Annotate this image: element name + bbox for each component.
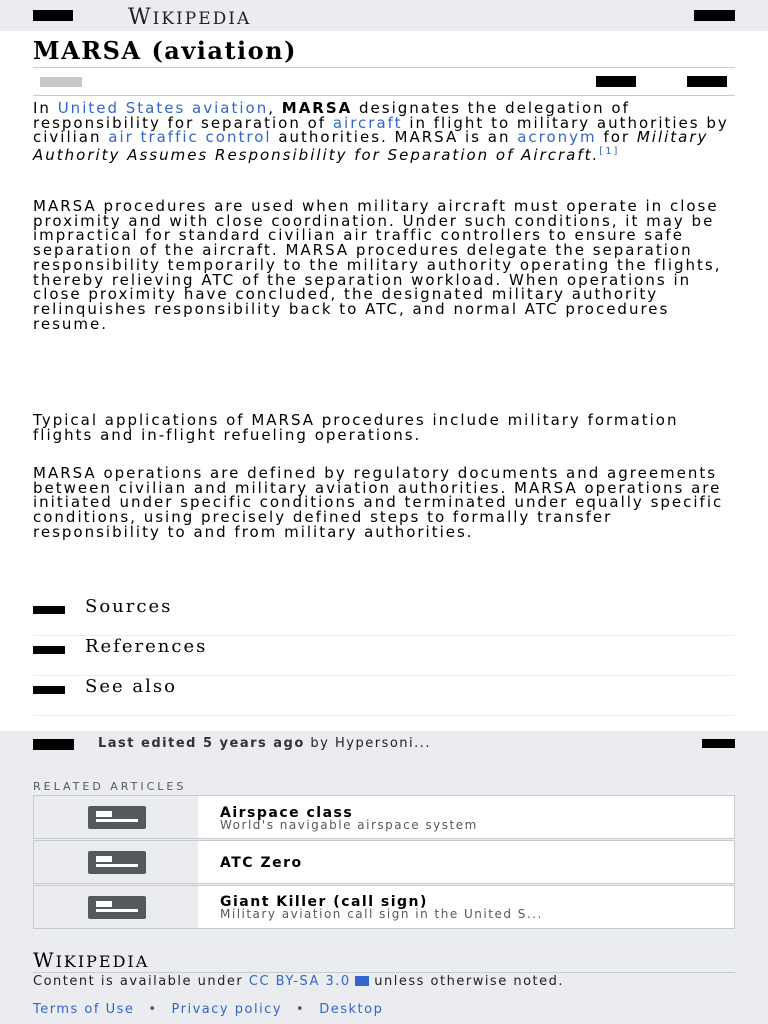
wordmark-initial: W [128, 5, 153, 30]
related-card-airspace-class[interactable] [33, 795, 735, 839]
footer-separator: • [148, 1002, 158, 1017]
section-heading: Sources [85, 596, 173, 617]
article-thumbnail [34, 796, 198, 838]
footer-divider [33, 972, 735, 973]
article-placeholder-icon [88, 896, 146, 919]
paragraph-applications: Typical applications of MARSA procedures include military formation flights and in-flight refueling operations. [33, 411, 679, 444]
related-card-description: World's navigable airspace system [220, 818, 478, 832]
expand-icon [33, 686, 65, 694]
expand-icon [33, 606, 65, 614]
related-articles-heading: RELATED ARTICLES [33, 780, 187, 793]
external-link-icon [355, 976, 369, 986]
license-link[interactable]: CC BY-SA 3.0 [248, 974, 351, 989]
section-references[interactable] [33, 636, 735, 676]
acronym-expansion: Military Authority Assumes Responsibility for Separation of Aircraft. [33, 128, 709, 165]
wordmark-rest: IKIPEDIA [152, 9, 252, 29]
footer-separator: • [296, 1002, 306, 1017]
desktop-view-link[interactable]: Desktop [319, 1002, 384, 1017]
article-thumbnail [34, 841, 198, 883]
paragraph-procedures: MARSA procedures are used when military aircraft must operate in close proximity and with close coordination. Under such conditions, it may be impractical for standard civilian air traffic controllers to ensure safe separation of the aircraft. MARSA procedures delegate the separation responsibility temporarily to the military authority operating the flights, thereby relieving ATC of the separation workload. When operations in close proximity have concluded, the designated military authority relinquishes responsibility back to ATC, and normal ATC procedures resume. [33, 197, 722, 333]
privacy-policy-link[interactable]: Privacy policy [171, 1002, 283, 1017]
last-edited-bar[interactable] [0, 731, 768, 759]
expand-icon [33, 646, 65, 654]
actions-divider [33, 95, 735, 96]
section-sources[interactable] [33, 596, 735, 636]
footer-links [33, 1002, 383, 1017]
paragraph-intro: In United States aviation, MARSA designates the delegation of responsibility for separation of aircraft in flight to military authorities by civilian air traffic control authorities. MARSA is an acronym for Military Authority Assumes Responsibility for Separation of Aircraft.[1] [33, 99, 729, 165]
edit-pencil-icon[interactable] [687, 76, 727, 87]
article-thumbnail [34, 886, 198, 928]
paragraph-operations: MARSA operations are defined by regulatory documents and agreements between civilian and military aviation authorities. MARSA operations are initiated under specific conditions and terminated under equally specific conditions, using precisely defined steps to formally transfer responsibility to and from military authorities. [33, 464, 724, 541]
link-united-states-aviation[interactable]: United States aviation [57, 99, 269, 117]
related-card-title: Giant Killer (call sign) [220, 894, 428, 910]
article-placeholder-icon [88, 806, 146, 829]
article-placeholder-icon [88, 851, 146, 874]
language-icon[interactable] [40, 77, 82, 87]
wikipedia-wordmark[interactable] [128, 5, 251, 30]
related-card-giant-killer[interactable] [33, 885, 735, 929]
history-icon [33, 739, 74, 750]
link-air-traffic-control[interactable]: air traffic control [108, 128, 272, 147]
page-title: MARSA (aviation) [33, 36, 297, 65]
link-aircraft[interactable]: aircraft [332, 113, 403, 132]
related-card-description: Military aviation call sign in the United S... [220, 907, 543, 921]
license-text: Content is available under CC BY-SA 3.0 unless otherwise noted. [33, 974, 565, 989]
footer-wordmark: WIKIPEDIA [33, 948, 150, 972]
chevron-right-icon [702, 739, 735, 748]
link-acronym[interactable]: acronym [517, 128, 597, 147]
related-card-title: Airspace class [220, 805, 354, 821]
section-see-also[interactable] [33, 676, 735, 716]
reference-1[interactable]: [1] [599, 146, 620, 158]
watch-star-icon[interactable] [596, 76, 636, 87]
related-card-atc-zero[interactable] [33, 840, 735, 884]
title-divider [33, 67, 735, 68]
related-card-title: ATC Zero [220, 855, 303, 871]
main-menu-icon[interactable] [33, 10, 73, 21]
search-icon[interactable] [694, 10, 735, 21]
terms-of-use-link[interactable]: Terms of Use [33, 1002, 135, 1017]
top-bar [0, 0, 768, 31]
section-heading: See also [85, 676, 177, 697]
last-edited-text: Last edited 5 years ago by Hypersoni... [98, 736, 432, 751]
section-heading: References [85, 636, 208, 657]
term-marsa: MARSA [281, 99, 353, 117]
